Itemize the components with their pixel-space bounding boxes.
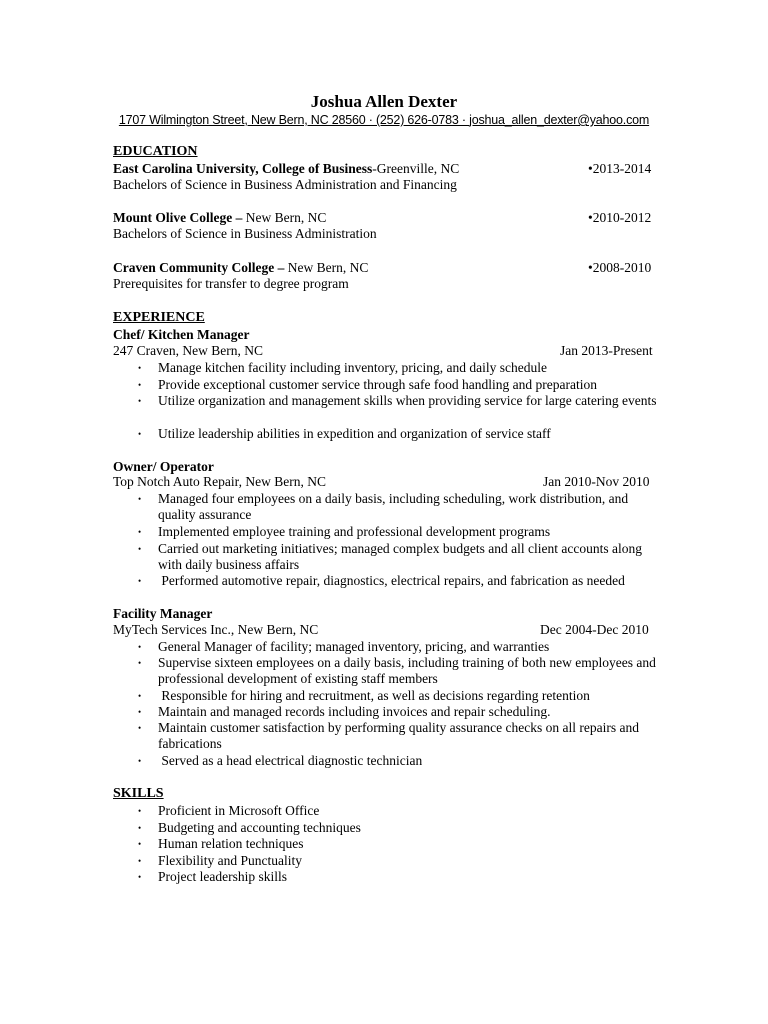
contact-email: joshua_allen_dexter@yahoo.com [469,113,650,127]
bullet-icon: • [138,756,142,766]
education-heading: EDUCATION [113,144,198,159]
separator: – [232,210,246,225]
bullet-icon: • [138,723,142,733]
job-dates: Dec 2004-Dec 2010 [540,622,649,637]
contact-line [0,113,768,127]
school-name: East Carolina University, College of Business [113,161,373,176]
bullet-icon: • [138,806,142,816]
job-employer: MyTech Services Inc., New Bern, NC [113,622,319,637]
degree: Bachelors of Science in Business Administration [113,226,377,241]
degree: Bachelors of Science in Business Administration and Financing [113,177,457,192]
bullet-icon: • [138,707,142,717]
bullet-icon: • [138,363,142,373]
candidate-name: Joshua Allen Dexter [310,92,458,111]
education-dates: •2008-2010 [588,260,652,275]
education-entry [113,161,459,177]
bullet-icon: • [138,823,142,833]
school-location: Greenville, NC [376,161,460,176]
bullet-icon: • [138,658,142,668]
education-dates: •2013-2014 [588,161,652,176]
separator: – [274,260,288,275]
job-title: Facility Manager [113,606,213,621]
bullet-icon: • [138,576,142,586]
education-dates: •2010-2012 [588,210,652,225]
separator: - [372,161,377,176]
bullet-icon: • [138,544,142,554]
school-name: Mount Olive College [113,210,233,225]
bullet-icon: • [138,429,142,439]
bullet-icon: • [138,396,142,406]
bullet-icon: • [138,642,142,652]
skills-heading: SKILLS [113,786,164,801]
bullet-icon: • [138,872,142,882]
bullet-icon: • [138,494,142,504]
bullet-icon: • [138,856,142,866]
school-name: Craven Community College [113,260,275,275]
contact-address-phone: 1707 Wilmington Street, New Bern, NC 28560 · (252) 626-0783 · [118,113,470,127]
experience-heading: EXPERIENCE [113,310,205,325]
bullet-icon: • [138,380,142,390]
job-title: Chef/ Kitchen Manager [113,327,250,342]
degree: Prerequisites for transfer to degree program [113,276,349,291]
job-dates: Jan 2013-Present [560,343,653,358]
job-title: Owner/ Operator [113,459,214,474]
job-dates: Jan 2010-Nov 2010 [543,474,650,489]
education-entry [113,210,326,226]
resume-page: Joshua Allen Dexter 1707 Wilmington Street, New Bern, NC 28560 · (252) 626-0783 · joshua_allen_dexter@yahoo.com EDUCATION East Carolina University, College of Business-Greenville, NC •2013-2014 Bachelors of Science in Business Administration and Financing Mount Olive College – New Bern, NC •2010-2012 Bachelors of Science in Business Administration Craven Community College – New Bern, NC •2008-2010 Prerequisites for transfer to degree program EXPERIENCE Chef/ Kitchen Manager 247 Craven, New Bern, NC Jan 2013-Present • Manage kitchen facility including inventory, pricing, and daily schedule • Provide exceptional customer service through safe food handling and preparation • Utilize organization and management skills when providing service for large catering events • Utilize leadership abilities in expedition and organization of service staff Owner/ Operator Top Notch Auto Repair, New Bern, NC Jan 2010-Nov 2010 • Managed four employees on a daily basis, including scheduling, work distribution, and quality assurance • Implemented employee training and professional development programs • Carried out marketing initiatives; managed complex budgets and all client accounts along with daily business affairs • Performed automotive repair, diagnostics, electrical repairs, and fabrication as needed Facility Manager MyTech Services Inc., New Bern, NC Dec 2004-Dec 2010 • General Manager of facility; managed inventory, pricing, and warranties • Supervise sixteen employees on a daily basis, including training of both new employees and professional development of existing staff members • Responsible for hiring and recruitment, as well as decisions regarding retention • Maintain and managed records including invoices and repair scheduling. • Maintain customer satisfaction by performing quality assurance checks on all repairs and fabrications • Served as a head electrical diagnostic technician SKILLS • Proficient in Microsoft Office • Budgeting and accounting techniques • Human relation techniques • Flexibility and Punctuality • Project leadership skills [0,0,768,1024]
school-location: New Bern, NC [287,260,369,275]
bullet-icon: • [138,691,142,701]
education-entry [113,260,368,276]
bullet-icon: • [138,839,142,849]
job-employer: 247 Craven, New Bern, NC [113,343,263,358]
school-location: New Bern, NC [245,210,327,225]
bullet-icon: • [138,527,142,537]
job-employer: Top Notch Auto Repair, New Bern, NC [113,474,326,489]
